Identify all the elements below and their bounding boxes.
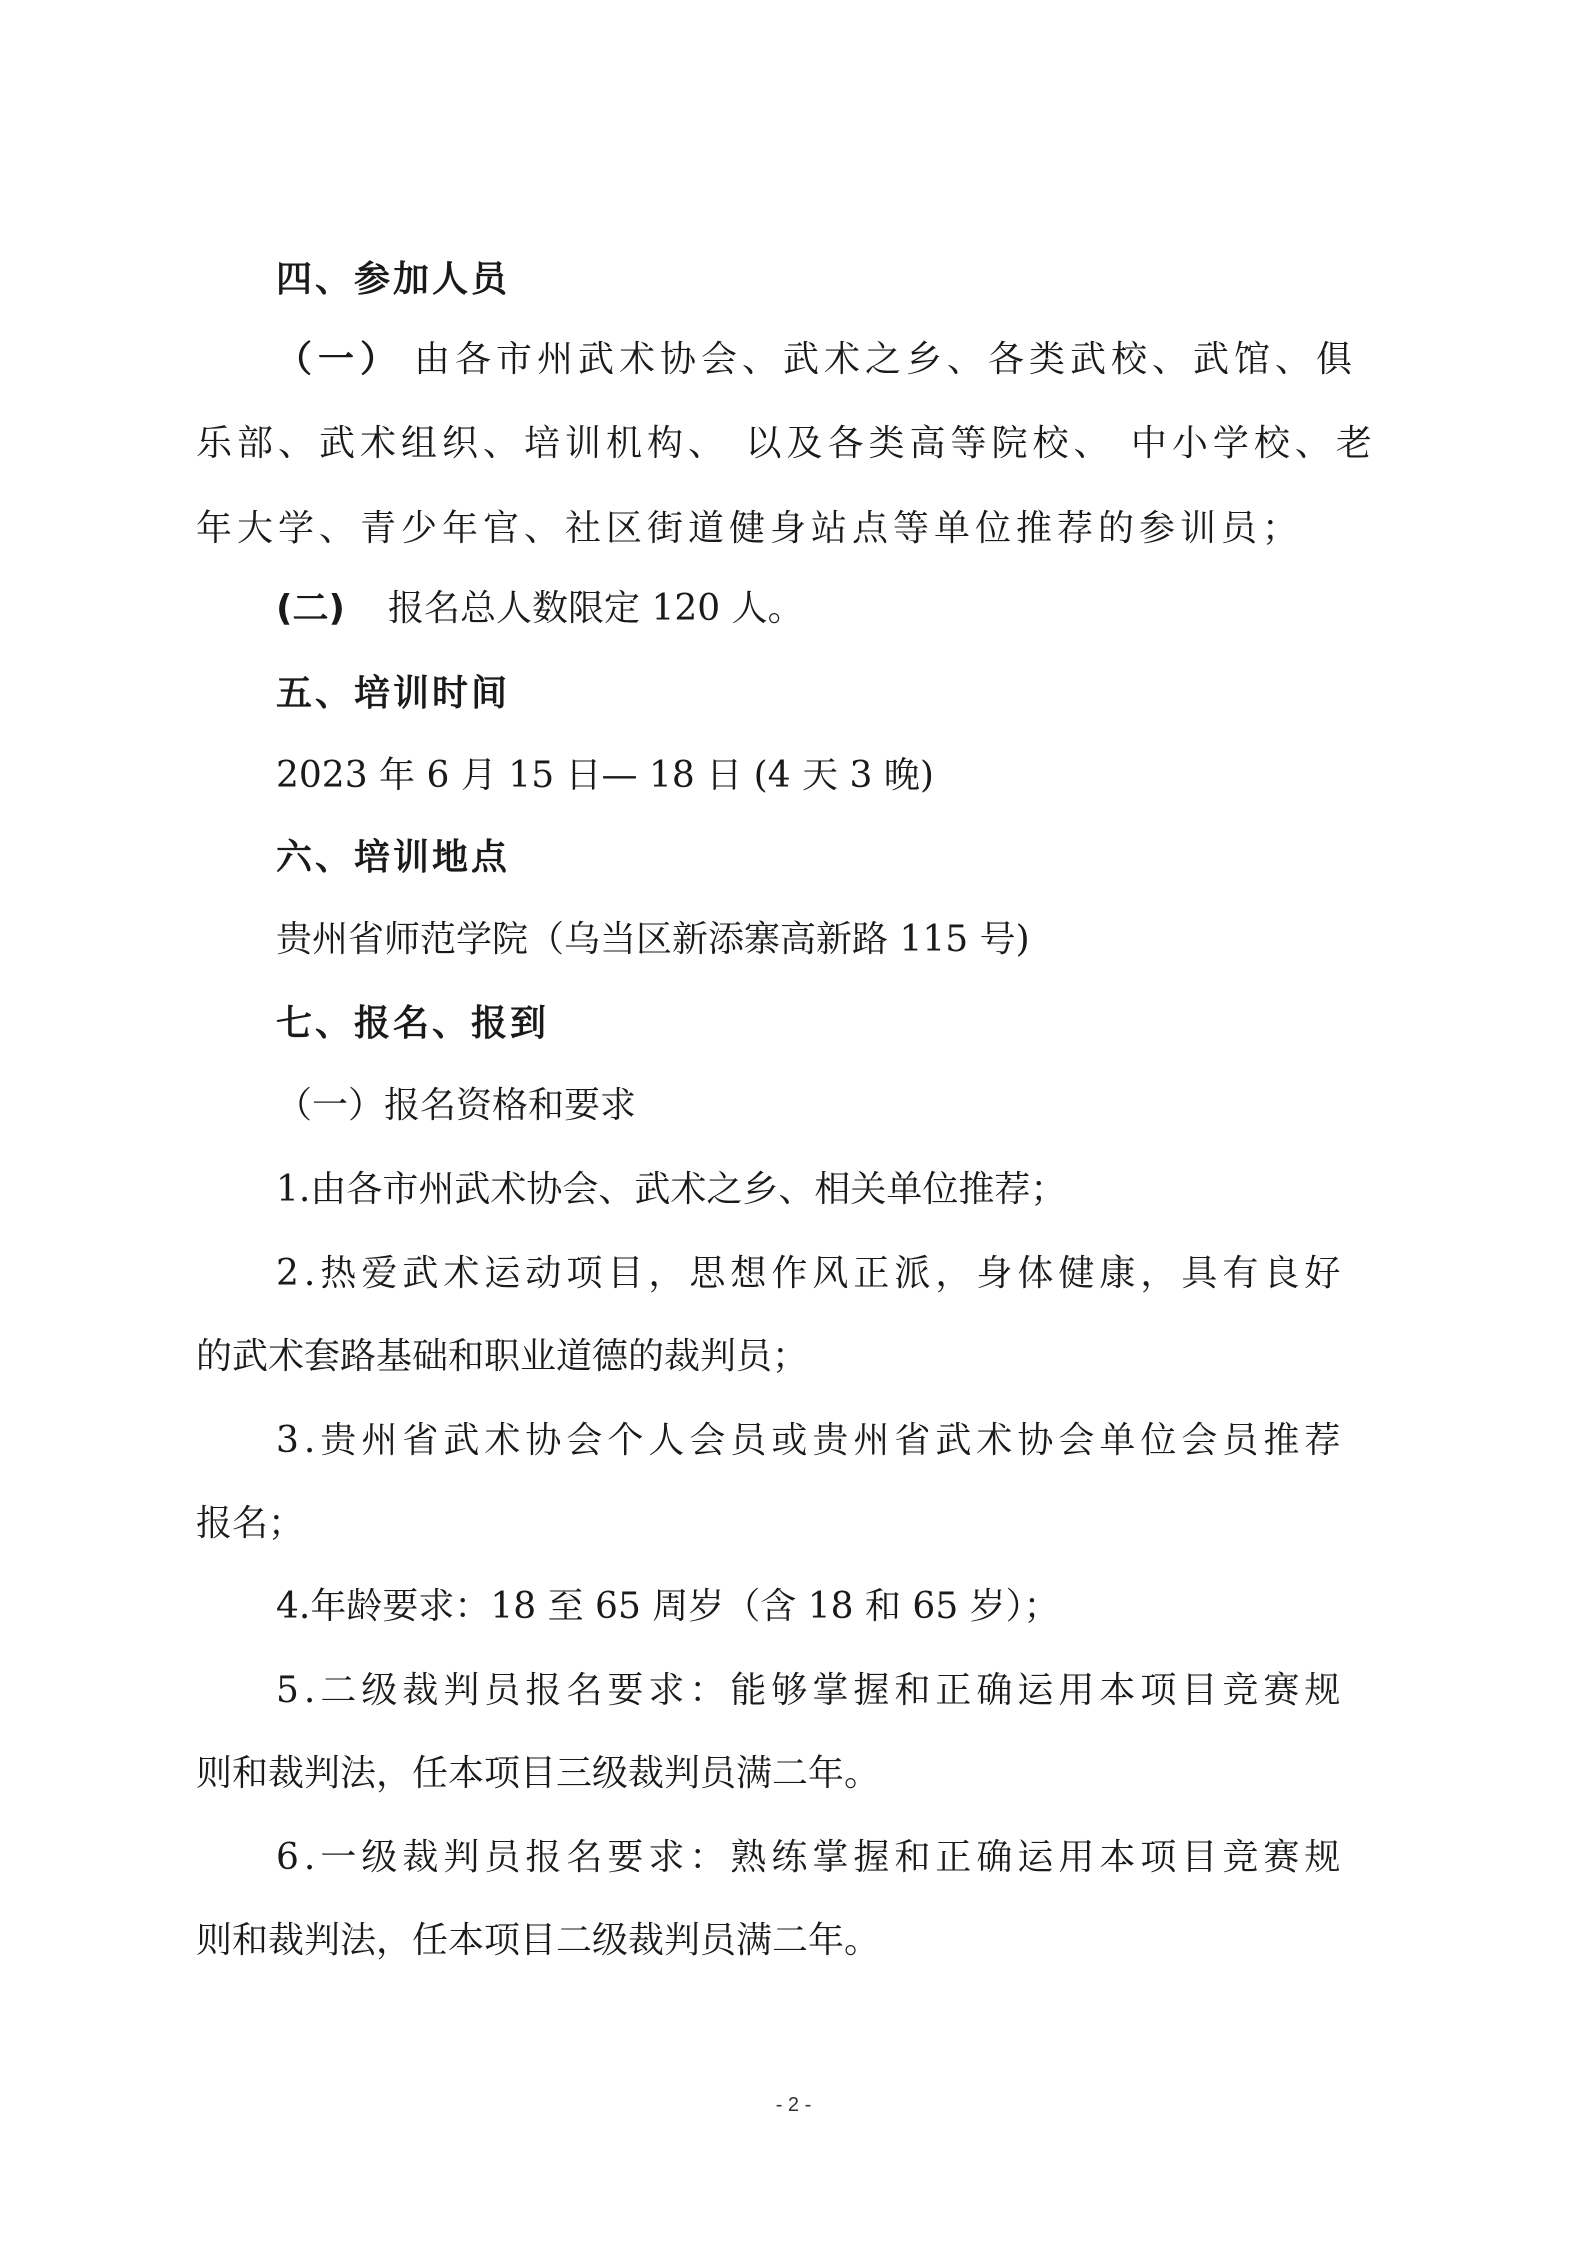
requirement-6-line-1: 6.一级裁判员报名要求：熟练掌握和正确运用本项目竞赛规 [276, 1837, 1346, 1878]
requirement-2-line-2: 的武术套路基础和职业道德的裁判员； [196, 1336, 809, 1377]
item-number: （一） [276, 339, 403, 380]
section-heading-participants: 四、参加人员 [276, 259, 511, 300]
paragraph-text: 报名总人数限定 120 人。 [388, 588, 804, 629]
item-number: (二) [276, 588, 345, 629]
paragraph-text: 由各市州武术协会、武术之乡、各类武校、武馆、俱 [414, 339, 1358, 380]
section-heading-registration: 七、报名、报到 [276, 1003, 550, 1044]
requirement-3-line-2: 报名； [196, 1503, 305, 1544]
requirement-5-line-2: 则和裁判法，任本项目三级裁判员满二年。 [196, 1753, 881, 1794]
page-number: - 2 - [775, 2094, 812, 2116]
registration-subheading: （一）报名资格和要求 [276, 1085, 637, 1126]
section-heading-training-time: 五、培训时间 [276, 673, 511, 714]
requirement-2-line-1: 2.热爱武术运动项目，思想作风正派，身体健康，具有良好 [276, 1253, 1346, 1294]
requirement-6-line-2: 则和裁判法，任本项目二级裁判员满二年。 [196, 1920, 881, 1961]
section-heading-training-location: 六、培训地点 [276, 837, 511, 878]
requirement-1: 1.由各市州武术协会、武术之乡、相关单位推荐； [276, 1169, 1067, 1210]
training-time-text: 2023 年 6 月 15 日— 18 日 (4 天 3 晚) [276, 755, 934, 796]
requirement-3-line-1: 3.贵州省武术协会个人会员或贵州省武术协会单位会员推荐 [276, 1420, 1346, 1461]
training-location-text: 贵州省师范学院（乌当区新添寨高新路 115 号) [276, 919, 1030, 960]
paragraph-participants-1-line-3: 年大学、青少年官、社区街道健身站点等单位推荐的参训员； [196, 508, 1304, 549]
paragraph-participants-2 [276, 585, 1391, 633]
requirement-4: 4.年龄要求：18 至 65 周岁（含 18 和 65 岁）； [276, 1586, 1060, 1627]
paragraph-participants-1-line-2: 乐部、武术组织、培训机构、 以及各类高等院校、 中小学校、老 [196, 423, 1377, 464]
paragraph-participants-1-line-1 [276, 336, 1391, 384]
requirement-5-line-1: 5.二级裁判员报名要求：能够掌握和正确运用本项目竞赛规 [276, 1670, 1346, 1711]
